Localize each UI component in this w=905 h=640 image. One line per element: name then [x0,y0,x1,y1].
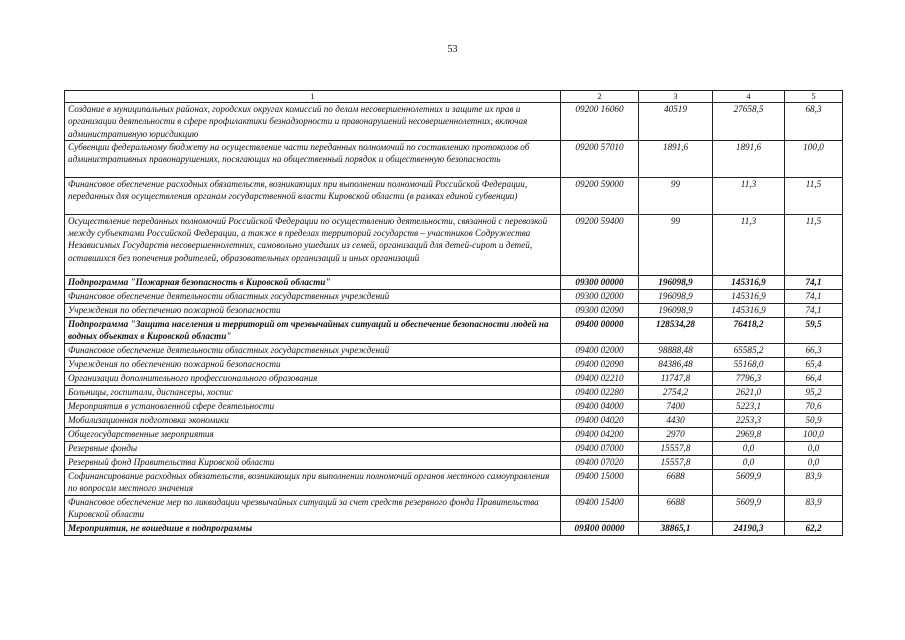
row-plan: 4430 [639,413,713,427]
table-row [65,275,843,289]
row-actual: 5223,1 [713,399,785,413]
row-actual: 1891,6 [713,140,785,177]
row-code: 09400 04020 [561,413,639,427]
table-row [65,317,843,343]
table-row [65,427,843,441]
row-name: Финансовое обеспечение мер по ликвидации чрезвычайных ситуаций за счет средств резервного фонда Правительства Кировской области [65,495,561,521]
row-percent: 59,5 [785,317,843,343]
row-plan: 84386,48 [639,357,713,371]
table-row [65,214,843,275]
row-plan: 38865,1 [639,521,713,535]
row-percent: 74,1 [785,303,843,317]
table-row [65,413,843,427]
row-percent: 95,2 [785,385,843,399]
row-code: 09400 15000 [561,469,639,495]
budget-table [64,90,843,536]
row-plan: 98888,48 [639,343,713,357]
table-row [65,343,843,357]
row-name: Создание в муниципальных районах, городских округах комиссий по делам несовершеннолетних и защите их прав и организации деятельности в сфере профилактики безнадзорности и правонарушений несовершеннолетних, включая административную юрисдикцию [65,103,561,141]
row-name: Учреждения по обеспечению пожарной безопасности [65,303,561,317]
row-code: 09400 02000 [561,343,639,357]
row-percent: 74,1 [785,289,843,303]
row-percent: 70,6 [785,399,843,413]
row-name: Больницы, госпитали, диспансеры, хоспис [65,385,561,399]
table-row [65,357,843,371]
row-name: Организации дополнительного профессионального образования [65,371,561,385]
row-plan: 128534,28 [639,317,713,343]
row-actual: 2969,8 [713,427,785,441]
row-actual: 2253,3 [713,413,785,427]
table-row [65,371,843,385]
row-plan: 1891,6 [639,140,713,177]
table-row [65,140,843,177]
row-plan: 196098,9 [639,275,713,289]
row-plan: 196098,9 [639,303,713,317]
row-code: 09400 07000 [561,441,639,455]
row-actual: 2621,0 [713,385,785,399]
row-actual: 11,3 [713,214,785,275]
row-plan: 15557,8 [639,455,713,469]
row-name: Финансовое обеспечение деятельности областных государственных учреждений [65,343,561,357]
row-code: 09400 02280 [561,385,639,399]
row-plan: 15557,8 [639,441,713,455]
row-plan: 99 [639,177,713,214]
row-percent: 74,1 [785,275,843,289]
table-row [65,289,843,303]
row-name: Подпрограмма "Защита населения и территорий от чрезвычайных ситуаций и обеспечение безопасности людей на водных объектах в Кировской области" [65,317,561,343]
table-row [65,303,843,317]
row-percent: 83,9 [785,495,843,521]
row-code: 09300 00000 [561,275,639,289]
row-plan: 11747,8 [639,371,713,385]
row-plan: 6688 [639,495,713,521]
row-actual: 76418,2 [713,317,785,343]
table-row [65,495,843,521]
row-name: Осуществление переданных полномочий Российской Федерации по осуществлению деятельности, связанной с перевозкой между субъектами Российской Федерации, а также в пределах территорий государств – участников Содружества Независимых Государств несовершеннолетних, самовольно ушедших из семей, организаций для детей-сирот и детей, оставшихся без попечения родителей, образовательных организаций и иных организаций [65,214,561,275]
table-row [65,469,843,495]
row-actual: 27658,5 [713,103,785,141]
row-code: 09300 02090 [561,303,639,317]
row-code: 09400 15400 [561,495,639,521]
row-percent: 65,4 [785,357,843,371]
row-percent: 0,0 [785,455,843,469]
row-code: 09400 04200 [561,427,639,441]
row-actual: 5609,9 [713,469,785,495]
row-name: Резервные фонды [65,441,561,455]
row-percent: 66,3 [785,343,843,357]
row-code: 09400 04000 [561,399,639,413]
row-name: Мероприятия в установленной сфере деятельности [65,399,561,413]
row-plan: 2754,2 [639,385,713,399]
row-actual: 7796,3 [713,371,785,385]
row-name: Мероприятия, не вошедшие в подпрограммы [65,521,561,535]
row-code: 09400 07020 [561,455,639,469]
row-percent: 0,0 [785,441,843,455]
row-actual: 0,0 [713,455,785,469]
row-percent: 11,5 [785,214,843,275]
row-percent: 68,3 [785,103,843,141]
row-name: Финансовое обеспечение расходных обязательств, возникающих при выполнении полномочий Российской Федерации, переданных для осуществления органам государственной власти Кировской области (в рамках единой субвенции) [65,177,561,214]
row-code: 09200 16060 [561,103,639,141]
row-percent: 100,0 [785,140,843,177]
row-code: 09200 57010 [561,140,639,177]
row-percent: 66,4 [785,371,843,385]
header-col-2: 2 [561,91,639,103]
row-code: 09300 02000 [561,289,639,303]
row-code: 09Я00 00000 [561,521,639,535]
row-actual: 11,3 [713,177,785,214]
table-row [65,385,843,399]
row-code: 09400 00000 [561,317,639,343]
row-plan: 7400 [639,399,713,413]
header-col-4: 4 [713,91,785,103]
header-col-1: 1 [65,91,561,103]
header-row [65,91,843,103]
header-col-3: 3 [639,91,713,103]
table-row [65,399,843,413]
row-name: Подпрограмма "Пожарная безопасность в Кировской области" [65,275,561,289]
row-plan: 99 [639,214,713,275]
row-percent: 83,9 [785,469,843,495]
row-percent: 11,5 [785,177,843,214]
row-actual: 0,0 [713,441,785,455]
row-actual: 5609,9 [713,495,785,521]
row-code: 09400 02090 [561,357,639,371]
row-percent: 50,9 [785,413,843,427]
table-row [65,441,843,455]
row-name: Учреждения по обеспечению пожарной безопасности [65,357,561,371]
row-actual: 145316,9 [713,289,785,303]
row-actual: 55168,0 [713,357,785,371]
page-number: 53 [447,44,458,55]
row-name: Мобилизационная подготовка экономики [65,413,561,427]
table-row [65,455,843,469]
row-actual: 145316,9 [713,303,785,317]
row-percent: 100,0 [785,427,843,441]
row-actual: 145316,9 [713,275,785,289]
row-name: Финансовое обеспечение деятельности областных государственных учреждений [65,289,561,303]
row-plan: 196098,9 [639,289,713,303]
row-plan: 2970 [639,427,713,441]
row-name: Резервный фонд Правительства Кировской области [65,455,561,469]
row-code: 09200 59000 [561,177,639,214]
row-plan: 6688 [639,469,713,495]
row-name: Субвенции федеральному бюджету на осуществление части переданных полномочий по составлению протоколов об административных правонарушениях, посягающих на общественный порядок и общественную безопасность [65,140,561,177]
row-plan: 40519 [639,103,713,141]
table-row [65,103,843,141]
table-row [65,521,843,535]
row-code: 09200 59400 [561,214,639,275]
table-row [65,177,843,214]
row-name: Софинансирование расходных обязательств, возникающих при выполнении полномочий органов местного самоуправления по вопросам местного значения [65,469,561,495]
row-percent: 62,2 [785,521,843,535]
row-name: Общегосударственные мероприятия [65,427,561,441]
row-actual: 24190,3 [713,521,785,535]
header-col-5: 5 [785,91,843,103]
row-code: 09400 02210 [561,371,639,385]
row-actual: 65585,2 [713,343,785,357]
